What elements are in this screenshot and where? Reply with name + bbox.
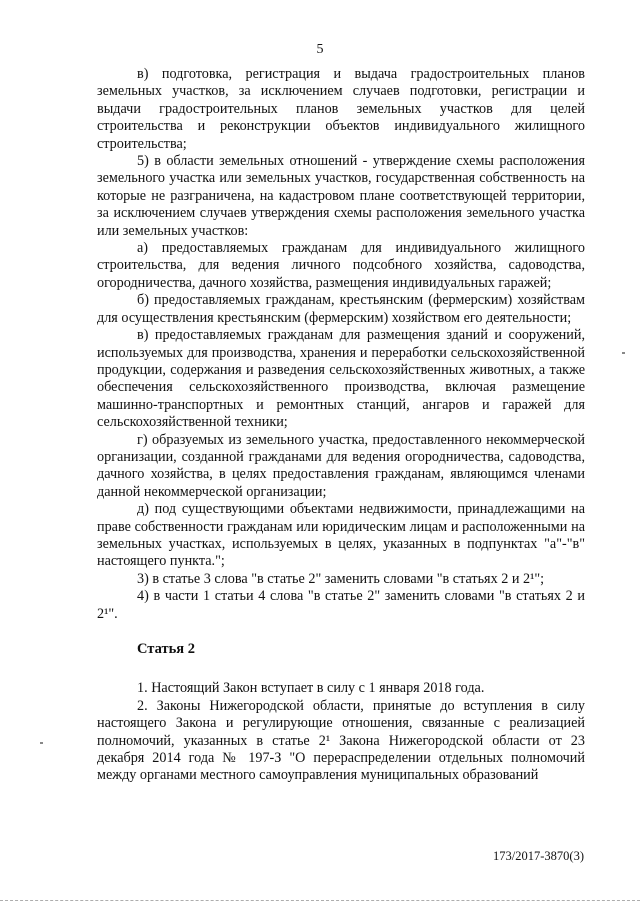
paragraph-article2-1: 1. Настоящий Закон вступает в силу с 1 января 2018 года. — [137, 680, 485, 697]
paragraph-amend-3: 3) в статье 3 слова "в статье 2" заменить словами "в статьях 2 и 2¹"; — [137, 570, 545, 587]
paragraph-5d: д) под существующими объектами недвижимости, принадлежащими на праве собственности гражданам или юридическим лицам и расположенными на земельных участках, используемых в целях, указанных в подпунктах "а"-"в" настоящего пункта."; — [97, 501, 585, 570]
document-code: 173/2017-3870(3) — [493, 849, 584, 863]
paragraph-amend-4: 4) в части 1 статьи 4 слова "в статье 2" заменить словами "в статьях 2 и 2¹". — [97, 588, 585, 622]
paragraph-5b: б) предоставляемых гражданам, крестьянским (фермерским) хозяйствам для осуществления крестьянским (фермерским) хозяйством его деятельности; — [97, 292, 585, 326]
paragraph-5g: г) образуемых из земельного участка, предоставленного некоммерческой организации, созданной гражданами для ведения огородничества, садоводства, дачного хозяйства, в целях предоставления гражданам, являющимся членами данной некоммерческой организации; — [97, 431, 585, 500]
paragraph-5a: а) предоставляемых гражданам для индивидуального жилищного строительства, для ведения личного подсобного хозяйства, садоводства, огородничества, дачного хозяйства, размещения индивидуальных гаражей; — [97, 240, 585, 291]
paragraph-5v: в) предоставляемых гражданам для размещения зданий и сооружений, используемых для производства, хранения и переработки сельскохозяйственной продукции, содержания и разведения сельскохозяйственных животных, а также обеспечения сельскохозяйственного производства, включая размещение машинно-транспортных и ремонтных станций, ангаров и гаражей для сельскохозяйственной техники; — [97, 327, 585, 431]
paragraph-article2-2: 2. Законы Нижегородской области, принятые до вступления в силу настоящего Закона и регулирующие отношения, связанные с реализацией полномочий, указанных в статье 2¹ Закона Нижегородской области от 23 декабря 2014 года № 197-З "О перераспределении отдельных полномочий между органами местного самоуправления муниципальных образований — [97, 697, 585, 784]
document-body — [97, 66, 585, 785]
paragraph-5: 5) в области земельных отношений - утверждение схемы расположения земельного участка или земельных участков, государственная собственность на которые не разграничена, на кадастровом плане соответствующей территории, за исключением случаев утверждения схемы расположения земельного участка или земельных участков: — [97, 153, 585, 239]
scan-speck — [622, 352, 625, 354]
page-number: 5 — [316, 42, 324, 57]
scan-edge-line — [0, 900, 640, 901]
paragraph-3v: в) подготовка, регистрация и выдача градостроительных планов земельных участков, за исключением случаев подготовки, регистрации и выдачи градостроительных планов земельных участков для целей строительства и реконструкции объектов индивидуального жилищного строительства; — [97, 66, 585, 152]
article-heading: Статья 2 — [137, 641, 195, 657]
scan-speck — [40, 742, 43, 744]
